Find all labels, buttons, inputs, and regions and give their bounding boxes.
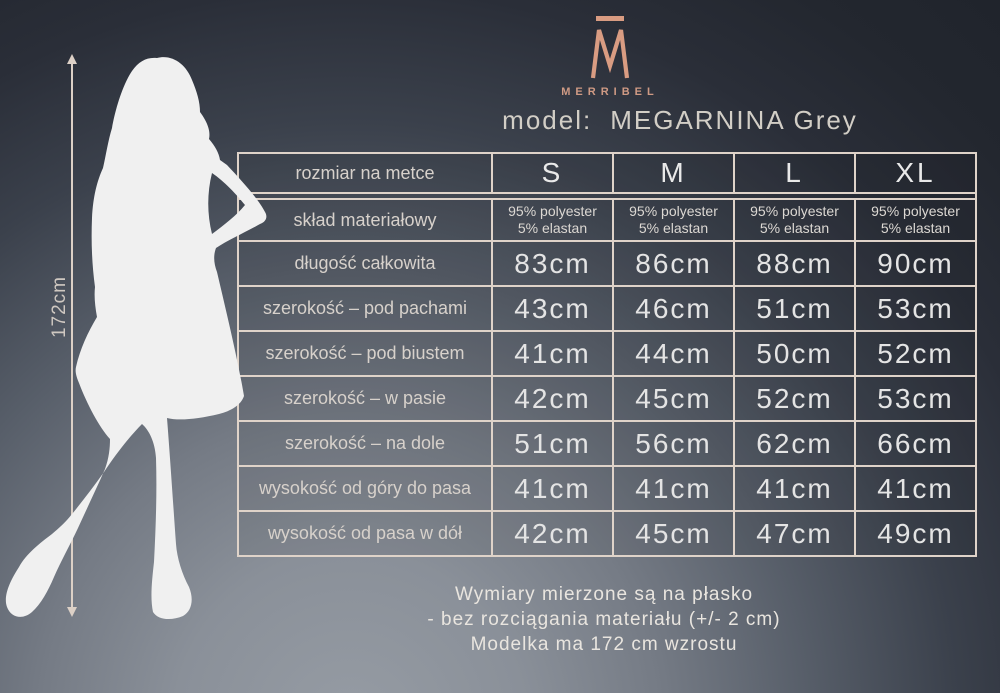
brand-name: MERRIBEL: [561, 86, 659, 98]
measurement-value: 47cm: [733, 512, 854, 555]
measurement-value: 66cm: [854, 422, 975, 465]
measurement-value: 50cm: [733, 332, 854, 375]
size-col-header-xl: XL: [854, 154, 975, 192]
height-label: 172cm: [49, 275, 70, 339]
table-header-row: [239, 154, 975, 194]
measurement-value: 62cm: [733, 422, 854, 465]
measurement-value: 90cm: [854, 242, 975, 285]
table-row-underarm-width: [239, 285, 975, 330]
model-title: [440, 105, 920, 136]
size-col-header-s: S: [491, 154, 612, 192]
model-title-prefix: model:: [502, 105, 593, 135]
measurement-value: 88cm: [733, 242, 854, 285]
measurement-value: 44cm: [612, 332, 733, 375]
measurement-notes: [254, 582, 954, 657]
table-row-waist-down: [239, 510, 975, 555]
table-row-underbust-width: [239, 330, 975, 375]
row-label: wysokość od pasa w dół: [267, 523, 463, 543]
measurement-value: 41cm: [491, 467, 612, 510]
row-label: szerokość – na dole: [284, 433, 446, 453]
merribel-monogram-icon: [587, 14, 633, 80]
measurement-value: 43cm: [491, 287, 612, 330]
composition-value: 95% polyester 5% elastan: [491, 200, 612, 240]
measurement-value: 42cm: [491, 512, 612, 555]
size-col-header-m: M: [612, 154, 733, 192]
measurement-value: 45cm: [612, 377, 733, 420]
measurement-value: 51cm: [733, 287, 854, 330]
measurement-value: 56cm: [612, 422, 733, 465]
table-row-bottom-width: [239, 420, 975, 465]
measurement-value: 86cm: [612, 242, 733, 285]
composition-value: 95% polyester 5% elastan: [854, 200, 975, 240]
corner-header-cell: rozmiar na metce: [295, 162, 435, 183]
measurement-value: 52cm: [733, 377, 854, 420]
measurement-value: 41cm: [491, 332, 612, 375]
measurement-value: 41cm: [733, 467, 854, 510]
table-row-total-length: [239, 240, 975, 285]
measurement-value: 45cm: [612, 512, 733, 555]
row-label: długość całkowita: [294, 253, 436, 273]
table-row-waist-width: [239, 375, 975, 420]
composition-value: 95% polyester 5% elastan: [612, 200, 733, 240]
measurement-value: 51cm: [491, 422, 612, 465]
row-label: wysokość od góry do pasa: [258, 478, 472, 498]
measurement-value: 41cm: [854, 467, 975, 510]
note-line: - bez rozciągania materiału (+/- 2 cm): [427, 609, 781, 630]
measurement-value: 42cm: [491, 377, 612, 420]
size-col-header-l: L: [733, 154, 854, 192]
row-label: skład materiałowy: [293, 209, 437, 230]
note-line: Modelka ma 172 cm wzrostu: [470, 634, 738, 655]
measurement-value: 41cm: [612, 467, 733, 510]
measurement-value: 53cm: [854, 377, 975, 420]
row-label: szerokość – w pasie: [283, 388, 447, 408]
row-label: szerokość – pod pachami: [262, 298, 468, 318]
model-title-name: MEGARNINA Grey: [610, 105, 858, 135]
table-row-composition: [239, 198, 975, 240]
measurement-value: 53cm: [854, 287, 975, 330]
table-row-top-to-waist: [239, 465, 975, 510]
measurement-value: 83cm: [491, 242, 612, 285]
size-table: [237, 152, 977, 557]
measurement-value: 46cm: [612, 287, 733, 330]
row-label: szerokość – pod biustem: [265, 343, 465, 363]
model-silhouette: [0, 46, 280, 626]
measurement-value: 52cm: [854, 332, 975, 375]
measurement-value: 49cm: [854, 512, 975, 555]
note-line: Wymiary mierzone są na płasko: [454, 584, 754, 605]
composition-value: 95% polyester 5% elastan: [733, 200, 854, 240]
brand-logo: [545, 14, 675, 98]
